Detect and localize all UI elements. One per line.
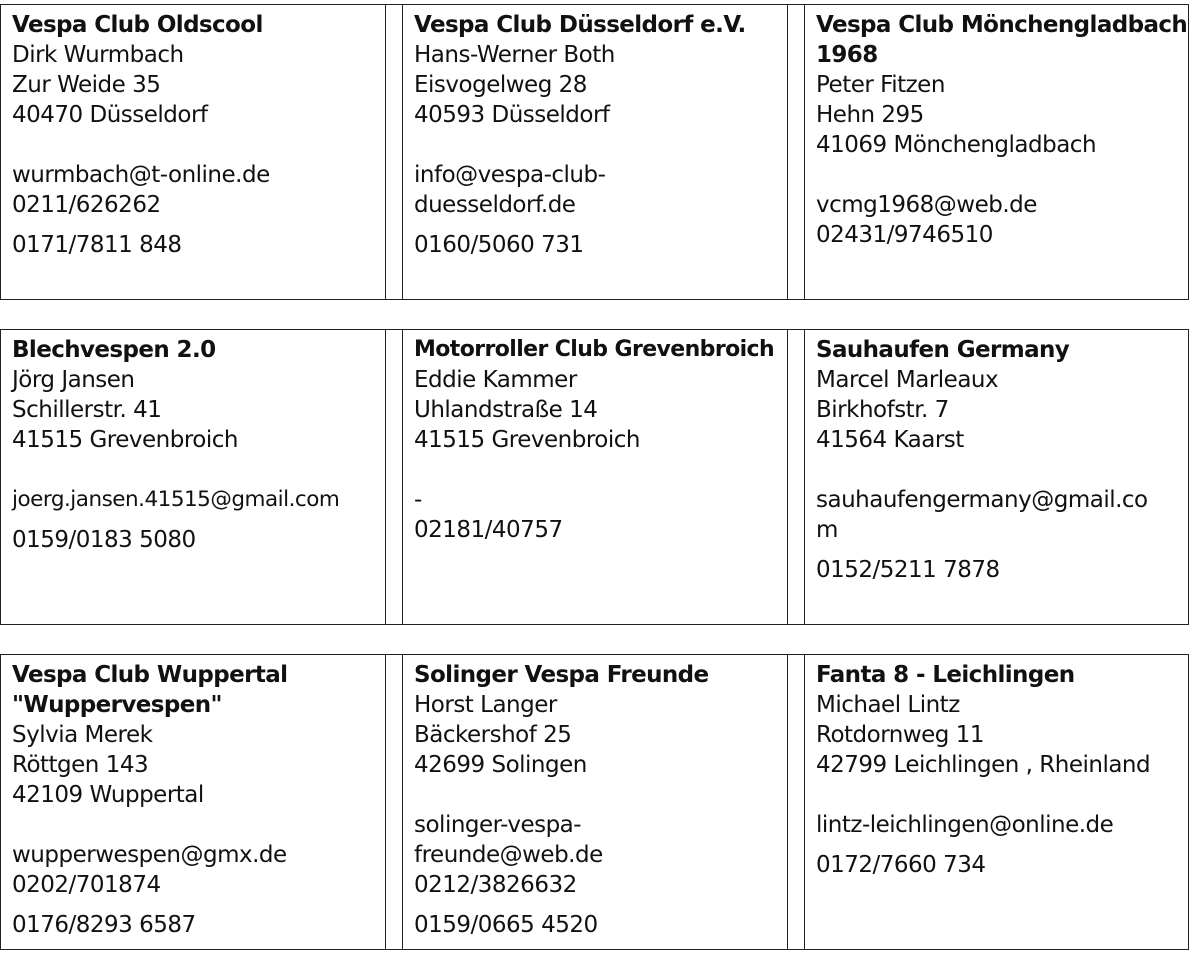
column-spacer	[386, 329, 402, 625]
blank-line	[816, 455, 1182, 485]
club-name: Fanta 8 - Leichlingen	[816, 662, 1075, 688]
postal-city: 42109 Wuppertal	[12, 782, 204, 808]
email-address-continued[interactable]: duesseldorf.de	[414, 192, 576, 218]
street-address: Birkhofstr. 7	[816, 397, 949, 423]
club-card	[402, 654, 788, 950]
phone-number: 0212/3826632	[414, 872, 577, 898]
contact-name: Michael Lintz	[816, 692, 960, 718]
street-address: Uhlandstraße 14	[414, 397, 598, 423]
column-spacer	[788, 4, 804, 300]
column-spacer	[788, 654, 804, 950]
club-name: Solinger Vespa Freunde	[414, 662, 709, 688]
blank-line	[414, 780, 781, 810]
club-row-1	[0, 4, 1189, 300]
email-address[interactable]: wupperwespen@gmx.de	[12, 842, 287, 868]
blank-line	[12, 455, 379, 485]
contact-name: Peter Fitzen	[816, 72, 945, 98]
street-address: Zur Weide 35	[12, 72, 161, 98]
email-address-continued[interactable]: freunde@web.de	[414, 842, 603, 868]
phone-number: 0211/626262	[12, 192, 161, 218]
email-address[interactable]: vcmg1968@web.de	[816, 192, 1037, 218]
club-name: Vespa Club Mönchengladbach	[816, 12, 1188, 38]
street-address: Rotdornweg 11	[816, 722, 984, 748]
club-name: Vespa Club Wuppertal	[12, 662, 288, 688]
postal-city: 41069 Mönchengladbach	[816, 132, 1097, 158]
club-name-continued: "Wuppervespen"	[12, 692, 222, 718]
street-address: Röttgen 143	[12, 752, 149, 778]
phone-number: 02181/40757	[414, 517, 563, 543]
email-address[interactable]: sauhaufengermany@gmail.co	[816, 487, 1148, 513]
club-card	[0, 329, 386, 625]
contact-name: Sylvia Merek	[12, 722, 153, 748]
mobile-number: 0172/7660 734	[816, 852, 986, 878]
club-name: Motorroller Club Grevenbroich	[414, 337, 775, 362]
column-spacer	[386, 4, 402, 300]
mobile-number: 0160/5060 731	[414, 232, 584, 258]
club-card	[402, 4, 788, 300]
contact-name: Jörg Jansen	[12, 367, 135, 393]
email-address: -	[414, 487, 422, 513]
email-address[interactable]: solinger-vespa-	[414, 812, 582, 838]
contact-name: Marcel Marleaux	[816, 367, 999, 393]
mobile-number: 0152/5211 7878	[816, 557, 1000, 583]
email-address[interactable]: info@vespa-club-	[414, 162, 606, 188]
blank-line	[414, 455, 781, 485]
phone-number: 02431/9746510	[816, 222, 993, 248]
mobile-number: 0171/7811 848	[12, 232, 182, 258]
club-name: Vespa Club Oldscool	[12, 12, 263, 38]
contact-name: Eddie Kammer	[414, 367, 577, 393]
club-card	[0, 4, 386, 300]
contact-name: Dirk Wurmbach	[12, 42, 184, 68]
contact-name: Hans-Werner Both	[414, 42, 615, 68]
club-card	[804, 654, 1189, 950]
club-name-continued: 1968	[816, 42, 878, 68]
club-row-3	[0, 654, 1189, 950]
blank-line	[414, 130, 781, 160]
phone-number: 0202/701874	[12, 872, 161, 898]
club-card	[804, 4, 1189, 300]
club-row-2	[0, 329, 1189, 625]
postal-city: 41515 Grevenbroich	[12, 427, 238, 453]
column-spacer	[788, 329, 804, 625]
contact-name: Horst Langer	[414, 692, 557, 718]
email-address[interactable]: joerg.jansen.41515@gmail.com	[12, 487, 340, 512]
postal-city: 42699 Solingen	[414, 752, 587, 778]
email-address[interactable]: wurmbach@t-online.de	[12, 162, 270, 188]
club-name: Sauhaufen Germany	[816, 337, 1070, 363]
column-spacer	[386, 654, 402, 950]
street-address: Eisvogelweg 28	[414, 72, 587, 98]
street-address: Hehn 295	[816, 102, 924, 128]
blank-line	[12, 810, 379, 840]
club-name: Vespa Club Düsseldorf e.V.	[414, 12, 746, 38]
mobile-number: 0176/8293 6587	[12, 912, 196, 938]
mobile-number: 0159/0183 5080	[12, 527, 196, 553]
blank-line	[816, 780, 1182, 810]
blank-line	[12, 130, 379, 160]
email-address[interactable]: lintz-leichlingen@online.de	[816, 812, 1114, 838]
postal-city: 40593 Düsseldorf	[414, 102, 610, 128]
email-address-continued[interactable]: m	[816, 517, 838, 543]
blank-line	[816, 160, 1182, 190]
postal-city: 41515 Grevenbroich	[414, 427, 640, 453]
mobile-number: 0159/0665 4520	[414, 912, 598, 938]
postal-city: 41564 Kaarst	[816, 427, 964, 453]
street-address: Schillerstr. 41	[12, 397, 162, 423]
street-address: Bäckershof 25	[414, 722, 572, 748]
postal-city: 40470 Düsseldorf	[12, 102, 208, 128]
postal-city: 42799 Leichlingen , Rheinland	[816, 752, 1151, 778]
club-card	[402, 329, 788, 625]
club-card	[804, 329, 1189, 625]
club-card	[0, 654, 386, 950]
club-name: Blechvespen 2.0	[12, 337, 216, 363]
